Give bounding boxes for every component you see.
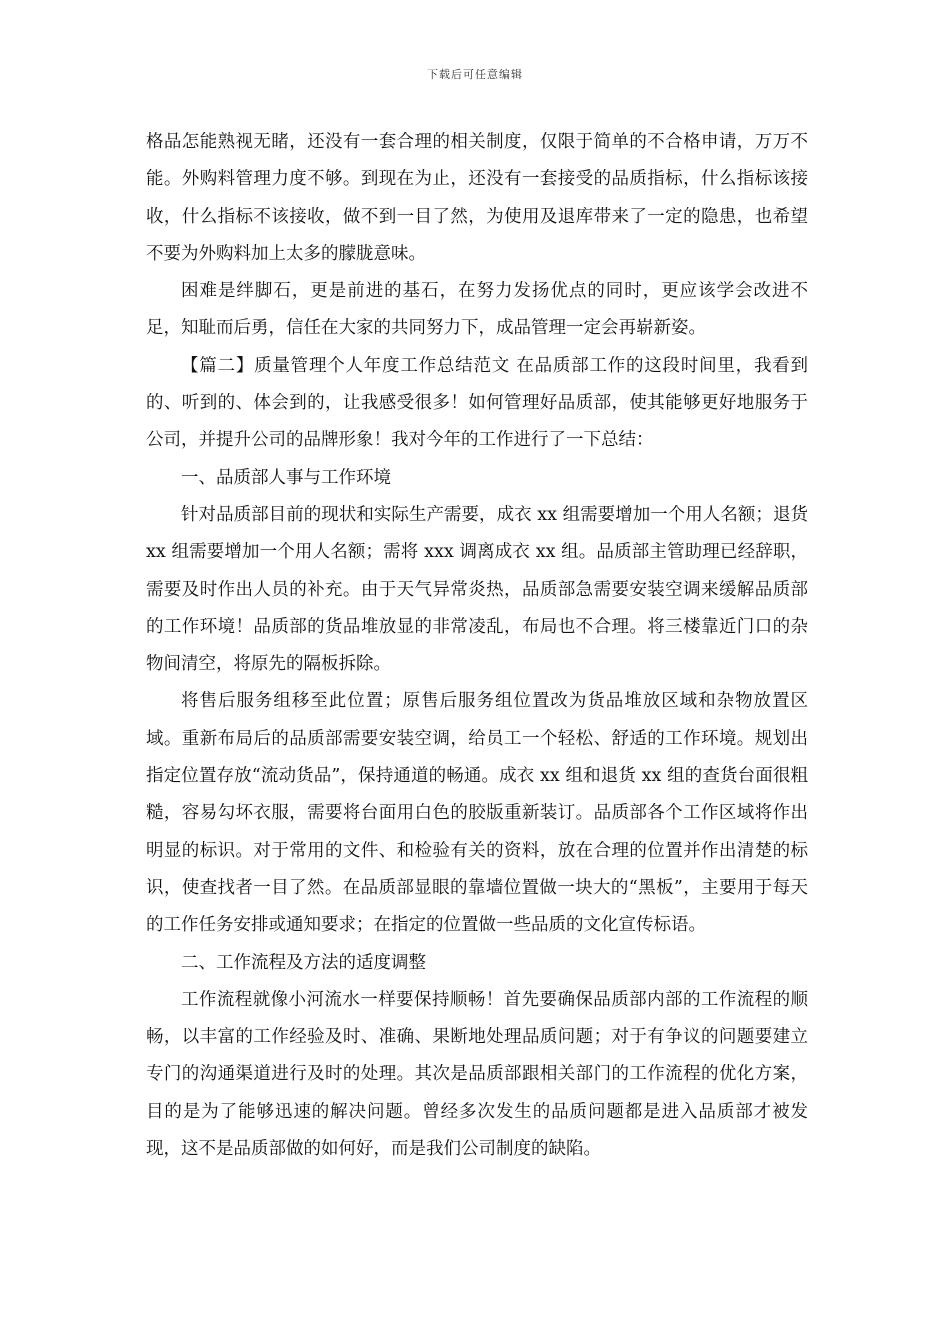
document-body (146, 124, 808, 1168)
paragraph-layout: 将售后服务组移至此位置；原售后服务组位置改为货品堆放区域和杂物放置区域。重新布局后的品质部需要安装空调，给员工一个轻松、舒适的工作环境。规划出指定位置存放“流动货品”，保持通道的畅通。成衣 xx 组和退货 xx 组的查货台面很粗糙，容易勾坏衣服，需要将台面用白色的胶版重新装订。品质部各个工作区域将作出明显的标识。对于常用的文件、和检验有关的资料，放在合理的位置并作出清楚的标识，使查找者一目了然。在品质部显眼的靠墙位置做一块大的“黑板”，主要用于每天的工作任务安排或通知要求；在指定的位置做一些品质的文化宣传标语。 (146, 691, 808, 936)
paragraph-section-two-intro: 【篇二】质量管理个人年度工作总结范文 在品质部工作的这段时间里，我看到的、听到的、体会到的，让我感受很多！如何管理好品质部，使其能够更好地服务于公司，并提升公司的品牌形象！我对今年的工作进行了一下总结： (146, 355, 808, 451)
paragraph-workflow: 工作流程就像小河流水一样要保持顺畅！首先要确保品质部内部的工作流程的顺畅，以丰富的工作经验及时、准确、果断地处理品质问题；对于有争议的问题要建立专门的沟通渠道进行及时的处理。其次是品质部跟相关部门的工作流程的优化方案，目的是为了能够迅速的解决问题。曾经多次发生的品质问题都是进入品质部才被发现，这不是品质部做的如何好，而是我们公司制度的缺陷。 (146, 989, 808, 1160)
heading-personnel-environment: 一、品质部人事与工作环境 (181, 467, 391, 488)
paragraph-continuation: 格品怎能熟视无睹，还没有一套合理的相关制度，仅限于简单的不合格申请，万万不能。外购料管理力度不够。到现在为止，还没有一套接受的品质指标，什么指标该接收，什么指标不该接收，做不到一目了然，为使用及退库带来了一定的隐患，也希望不要为外购料加上太多的朦胧意味。 (146, 132, 808, 264)
paragraph-difficulty: 困难是绊脚石，更是前进的基石，在努力发扬优点的同时，更应该学会改进不足，知耻而后勇，信任在大家的共同努力下，成品管理一定会再崭新姿。 (146, 281, 808, 339)
paragraph-personnel: 针对品质部目前的现状和实际生产需要，成衣 xx 组需要增加一个用人名额；退货 xx 组需要增加一个用人名额；需将 xxx 调离成衣 xx 组。品质部主管助理已经辞职，需要及时作出人员的补充。由于天气异常炎热，品质部急需要安装空调来缓解品质部的工作环境！品质部的货品堆放显的非常凌乱，布局也不合理。将三楼靠近门口的杂物间清空，将原先的隔板拆除。 (146, 504, 808, 675)
header-note: 下载后可任意编辑 (427, 68, 523, 81)
heading-workflow: 二、工作流程及方法的适度调整 (181, 952, 426, 973)
